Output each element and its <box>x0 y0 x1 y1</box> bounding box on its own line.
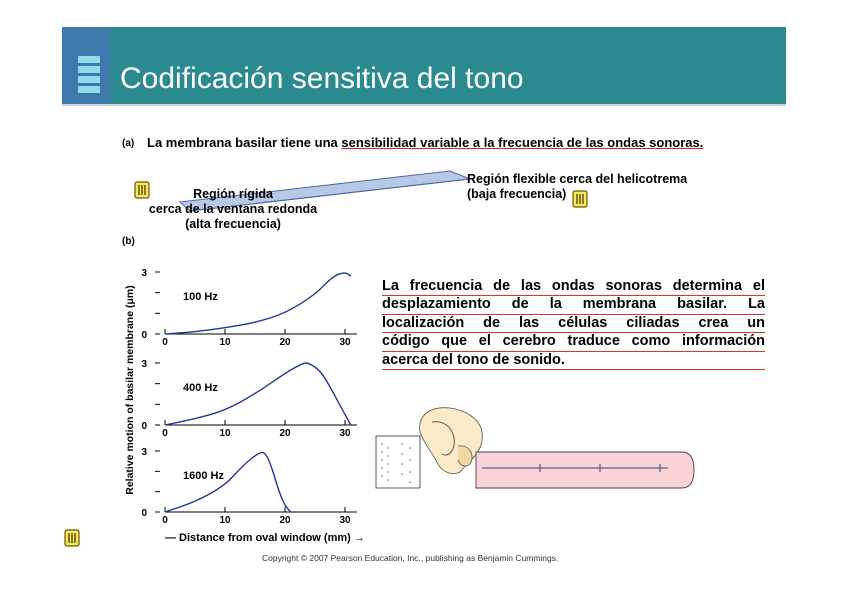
y-tick-label: 3 <box>141 447 147 458</box>
x-tick-label: 0 <box>162 337 168 348</box>
body-text-line: desplazamiento de la membrana basilar. La <box>382 296 765 314</box>
uncoiled-cochlea-illustration <box>372 402 702 502</box>
x-tick-label: 30 <box>339 515 351 526</box>
y-tick-label: 3 <box>141 359 147 370</box>
cochlea-tube <box>476 452 694 488</box>
page-title: Codificación sensitiva del tono <box>120 62 524 95</box>
body-text-line: localización de las células ciliadas crea un <box>382 315 765 333</box>
part-b-label: (b) <box>122 236 135 247</box>
x-tick-label: 30 <box>339 428 351 439</box>
x-tick-label: 30 <box>339 337 351 348</box>
series-line <box>165 273 351 334</box>
x-tick-label: 20 <box>279 337 291 348</box>
part-a-caption-underlined: sensibilidad variable a la frecuencia de las ondas sonoras. <box>341 135 704 150</box>
part-a-label: (a) <box>122 138 135 149</box>
y-tick-label: 0 <box>141 421 147 432</box>
middle-ear-bone-shape <box>420 408 483 474</box>
series-label: 400 Hz <box>183 382 218 394</box>
y-tick-label: 0 <box>141 508 147 519</box>
series-line <box>165 453 291 512</box>
x-tick-label: 10 <box>219 337 231 348</box>
series-line <box>165 363 351 425</box>
body-text-line: código que el cerebro traduce como información <box>382 333 765 351</box>
x-tick-label: 10 <box>219 515 231 526</box>
x-tick-label: 20 <box>279 428 291 439</box>
y-axis-label: Relative motion of basilar membrane (μm) <box>124 285 136 495</box>
region-rigid-line3: (alta frecuencia) <box>185 217 281 231</box>
body-text-line: acerca del tono de sonido. <box>382 352 765 370</box>
x-tick-label: 0 <box>162 428 168 439</box>
body-text-line: La frecuencia de las ondas sonoras determina el <box>382 278 765 296</box>
x-tick-label: 0 <box>162 515 168 526</box>
part-a-caption-plain: La membrana basilar tiene una <box>147 135 342 150</box>
region-rigid-line2: cerca de la ventana redonda <box>148 202 318 216</box>
region-rigid-line1: Región rígida <box>193 187 273 201</box>
series-label: 1600 Hz <box>183 470 224 482</box>
body-text <box>382 278 765 370</box>
y-tick-label: 3 <box>141 268 147 279</box>
region-flexible-line1: Región flexible cerca del helicotrema <box>467 172 688 186</box>
series-label: 100 Hz <box>183 291 218 303</box>
region-flexible-line2: (baja frecuencia) <box>467 187 567 201</box>
x-tick-label: 20 <box>279 515 291 526</box>
x-tick-label: 10 <box>219 428 231 439</box>
x-axis-label: — Distance from oval window (mm) → <box>165 532 365 544</box>
y-tick-label: 0 <box>141 330 147 341</box>
copyright-text: Copyright © 2007 Pearson Education, Inc., publishing as Benjamin Cummings. <box>262 553 559 563</box>
